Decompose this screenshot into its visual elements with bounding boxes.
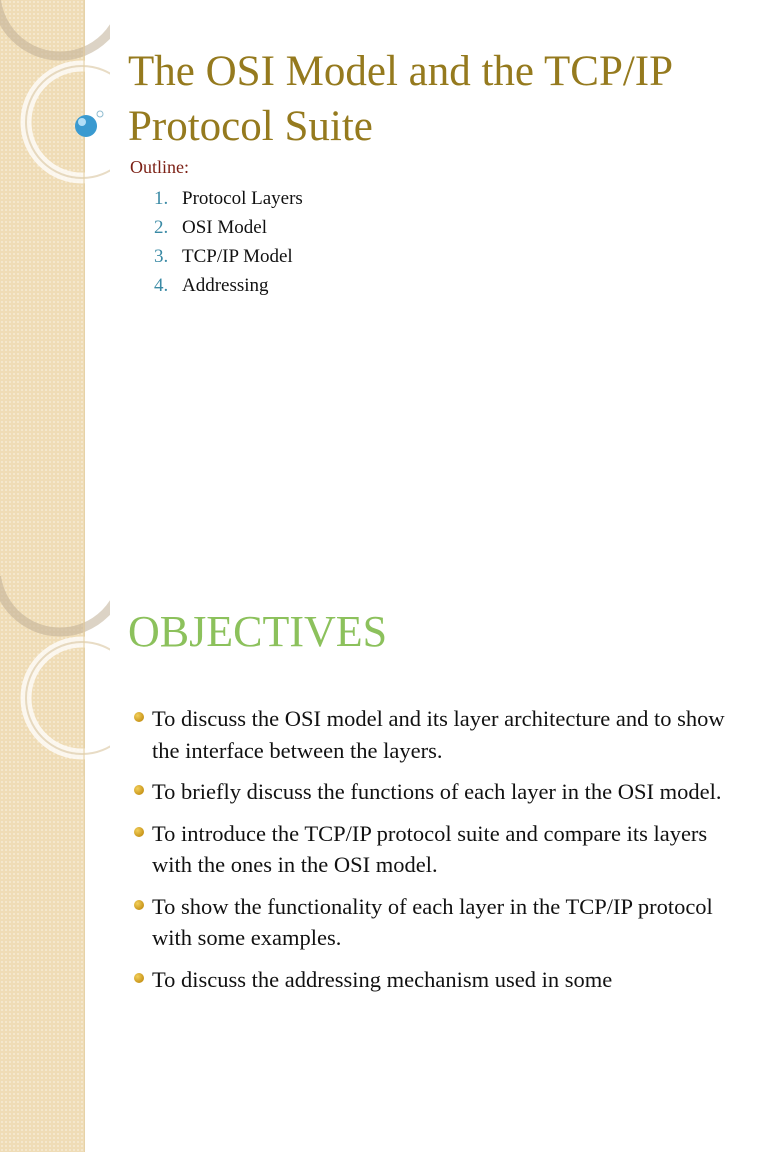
gold-bullet-icon — [134, 712, 144, 722]
decorative-rings-graphic — [0, 576, 110, 776]
outline-item — [154, 271, 303, 300]
blue-orb-icon — [75, 115, 97, 137]
gold-bullet-icon — [134, 785, 144, 795]
outline-list — [154, 184, 303, 300]
gold-bullet-icon — [134, 900, 144, 910]
outline-item-text: Protocol Layers — [182, 188, 303, 209]
objective-item — [134, 703, 749, 766]
outline-item-text: OSI Model — [182, 217, 267, 238]
slide-title-heading: The OSI Model and the TCP/IP Protocol Suite — [128, 48, 672, 150]
outline-item — [154, 242, 303, 271]
outline-item-number: 4. — [154, 275, 169, 296]
outline-item-number: 1. — [154, 188, 169, 209]
decorative-rings-graphic — [0, 0, 110, 200]
objective-item — [134, 776, 749, 808]
gold-bullet-icon — [134, 973, 144, 983]
objectives-list — [134, 703, 749, 1005]
objective-item — [134, 964, 749, 996]
outline-item-text: TCP/IP Model — [182, 246, 293, 267]
outline-item-number: 2. — [154, 217, 169, 238]
outline-label: Outline: — [130, 157, 189, 177]
objective-text: To discuss the addressing mechanism used in some — [152, 966, 613, 992]
objective-text: To introduce the TCP/IP protocol suite and compare its layers with the ones in the OSI model. — [152, 820, 708, 877]
objective-text: To briefly discuss the functions of each layer in the OSI model. — [152, 779, 722, 804]
gold-bullet-icon — [134, 827, 144, 837]
outline-item-number: 3. — [154, 246, 169, 267]
objectives-heading: OBJECTIVES — [128, 607, 388, 656]
objective-text: To discuss the OSI model and its layer architecture and to show the interface between the layers. — [152, 706, 725, 763]
outline-item — [154, 184, 303, 213]
objective-text: To show the functionality of each layer in the TCP/IP protocol with some examples. — [152, 893, 713, 950]
objective-item — [134, 891, 749, 954]
outline-item-text: Addressing — [182, 275, 269, 296]
objective-item — [134, 818, 749, 881]
outline-item — [154, 213, 303, 242]
